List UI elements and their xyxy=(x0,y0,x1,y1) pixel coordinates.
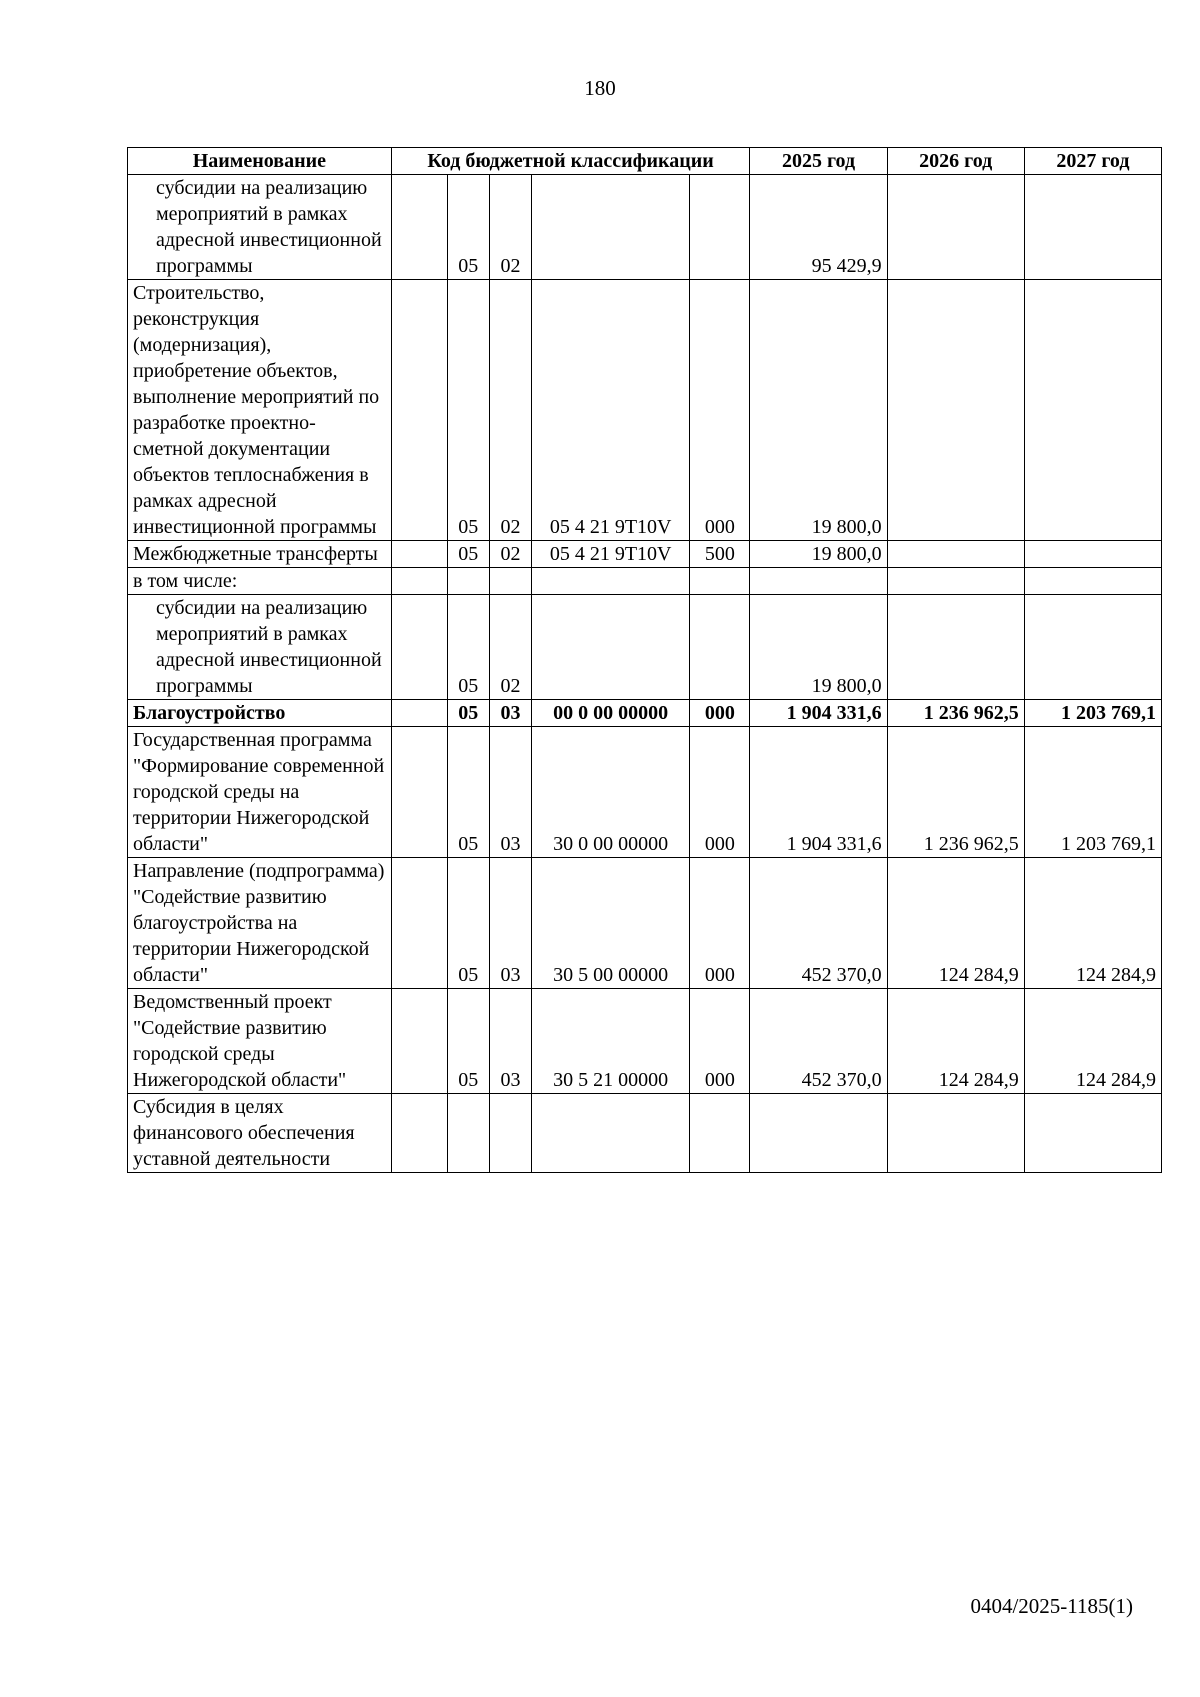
code-cell xyxy=(391,700,447,727)
page-number: 180 xyxy=(584,76,616,100)
value-2026 xyxy=(887,568,1024,595)
value-2025: 1 904 331,6 xyxy=(750,727,887,858)
value-2025: 19 800,0 xyxy=(750,595,887,700)
value-2027: 124 284,9 xyxy=(1024,989,1161,1094)
table-row xyxy=(128,1094,1162,1173)
value-2025 xyxy=(750,568,887,595)
code-subsection: 02 xyxy=(489,175,531,280)
row-name: Межбюджетные трансферты xyxy=(128,541,392,568)
table-row xyxy=(128,595,1162,700)
value-2025 xyxy=(750,1094,887,1173)
code-target: 05 4 21 9T10V xyxy=(532,541,690,568)
value-2026 xyxy=(887,541,1024,568)
code-cell xyxy=(391,858,447,989)
code-expense-type: 000 xyxy=(690,700,750,727)
table-row xyxy=(128,727,1162,858)
code-expense-type xyxy=(690,175,750,280)
row-name: Строительство, реконструкция (модернизация), приобретение объектов, выполнение мероприятий по разработке проектно-сметной документации объектов теплоснабжения в рамках адресной инвестиционной программы xyxy=(128,280,392,541)
row-name: субсидии на реализацию мероприятий в рамках адресной инвестиционной программы xyxy=(128,175,392,280)
code-subsection: 03 xyxy=(489,989,531,1094)
value-2025: 19 800,0 xyxy=(750,280,887,541)
code-target: 00 0 00 00000 xyxy=(532,700,690,727)
code-subsection: 02 xyxy=(489,595,531,700)
code-subsection: 02 xyxy=(489,280,531,541)
value-2025: 452 370,0 xyxy=(750,989,887,1094)
table-row xyxy=(128,175,1162,280)
value-2027: 1 203 769,1 xyxy=(1024,700,1161,727)
row-name: Государственная программа "Формирование современной городской среды на территории Нижегородской области" xyxy=(128,727,392,858)
code-section: 05 xyxy=(447,541,489,568)
document-code: 0404/2025-1185(1) xyxy=(970,1594,1133,1618)
code-expense-type xyxy=(690,595,750,700)
code-cell xyxy=(391,989,447,1094)
value-2026: 1 236 962,5 xyxy=(887,700,1024,727)
table-header-row xyxy=(128,148,1162,175)
value-2027 xyxy=(1024,541,1161,568)
row-name: Благоустройство xyxy=(128,700,392,727)
row-name: Направление (подпрограмма) "Содействие развитию благоустройства на территории Нижегородской области" xyxy=(128,858,392,989)
row-name: Субсидия в целях финансового обеспечения уставной деятельности xyxy=(128,1094,392,1173)
code-subsection: 03 xyxy=(489,700,531,727)
value-2026 xyxy=(887,280,1024,541)
code-cell xyxy=(391,595,447,700)
code-cell xyxy=(391,280,447,541)
table-row xyxy=(128,541,1162,568)
value-2026 xyxy=(887,595,1024,700)
code-cell xyxy=(391,175,447,280)
code-expense-type: 000 xyxy=(690,858,750,989)
table-row xyxy=(128,858,1162,989)
code-section: 05 xyxy=(447,175,489,280)
header-2026: 2026 год xyxy=(887,148,1024,175)
value-2025: 452 370,0 xyxy=(750,858,887,989)
code-expense-type: 000 xyxy=(690,727,750,858)
value-2026 xyxy=(887,175,1024,280)
budget-table xyxy=(127,147,1162,1173)
code-expense-type: 500 xyxy=(690,541,750,568)
code-section: 05 xyxy=(447,727,489,858)
table-row xyxy=(128,568,1162,595)
value-2027 xyxy=(1024,280,1161,541)
code-subsection: 02 xyxy=(489,541,531,568)
code-target xyxy=(532,595,690,700)
header-code: Код бюджетной классификации xyxy=(391,148,750,175)
value-2027: 1 203 769,1 xyxy=(1024,727,1161,858)
value-2027 xyxy=(1024,568,1161,595)
row-name: Ведомственный проект "Содействие развитию городской среды Нижегородской области" xyxy=(128,989,392,1094)
code-section xyxy=(447,1094,489,1173)
code-subsection xyxy=(489,1094,531,1173)
header-2027: 2027 год xyxy=(1024,148,1161,175)
code-cell xyxy=(391,541,447,568)
code-section: 05 xyxy=(447,280,489,541)
code-section: 05 xyxy=(447,989,489,1094)
code-target: 30 5 21 00000 xyxy=(532,989,690,1094)
value-2025: 19 800,0 xyxy=(750,541,887,568)
code-target: 05 4 21 9T10V xyxy=(532,280,690,541)
code-expense-type xyxy=(690,568,750,595)
code-target xyxy=(532,1094,690,1173)
value-2026 xyxy=(887,1094,1024,1173)
header-name: Наименование xyxy=(128,148,392,175)
code-cell xyxy=(391,727,447,858)
value-2026: 124 284,9 xyxy=(887,989,1024,1094)
code-section xyxy=(447,568,489,595)
code-target: 30 0 00 00000 xyxy=(532,727,690,858)
code-section: 05 xyxy=(447,700,489,727)
code-target xyxy=(532,568,690,595)
value-2027 xyxy=(1024,175,1161,280)
table-row xyxy=(128,989,1162,1094)
value-2027: 124 284,9 xyxy=(1024,858,1161,989)
table-row xyxy=(128,700,1162,727)
code-target: 30 5 00 00000 xyxy=(532,858,690,989)
value-2027 xyxy=(1024,1094,1161,1173)
code-expense-type xyxy=(690,1094,750,1173)
table-row xyxy=(128,280,1162,541)
value-2026: 124 284,9 xyxy=(887,858,1024,989)
code-expense-type: 000 xyxy=(690,989,750,1094)
code-section: 05 xyxy=(447,595,489,700)
code-section: 05 xyxy=(447,858,489,989)
value-2025: 95 429,9 xyxy=(750,175,887,280)
value-2025: 1 904 331,6 xyxy=(750,700,887,727)
code-cell xyxy=(391,568,447,595)
value-2026: 1 236 962,5 xyxy=(887,727,1024,858)
value-2027 xyxy=(1024,595,1161,700)
code-cell xyxy=(391,1094,447,1173)
row-name: субсидии на реализацию мероприятий в рамках адресной инвестиционной программы xyxy=(128,595,392,700)
code-subsection: 03 xyxy=(489,727,531,858)
code-subsection xyxy=(489,568,531,595)
code-target xyxy=(532,175,690,280)
code-subsection: 03 xyxy=(489,858,531,989)
row-name: в том числе: xyxy=(128,568,392,595)
header-2025: 2025 год xyxy=(750,148,887,175)
code-expense-type: 000 xyxy=(690,280,750,541)
